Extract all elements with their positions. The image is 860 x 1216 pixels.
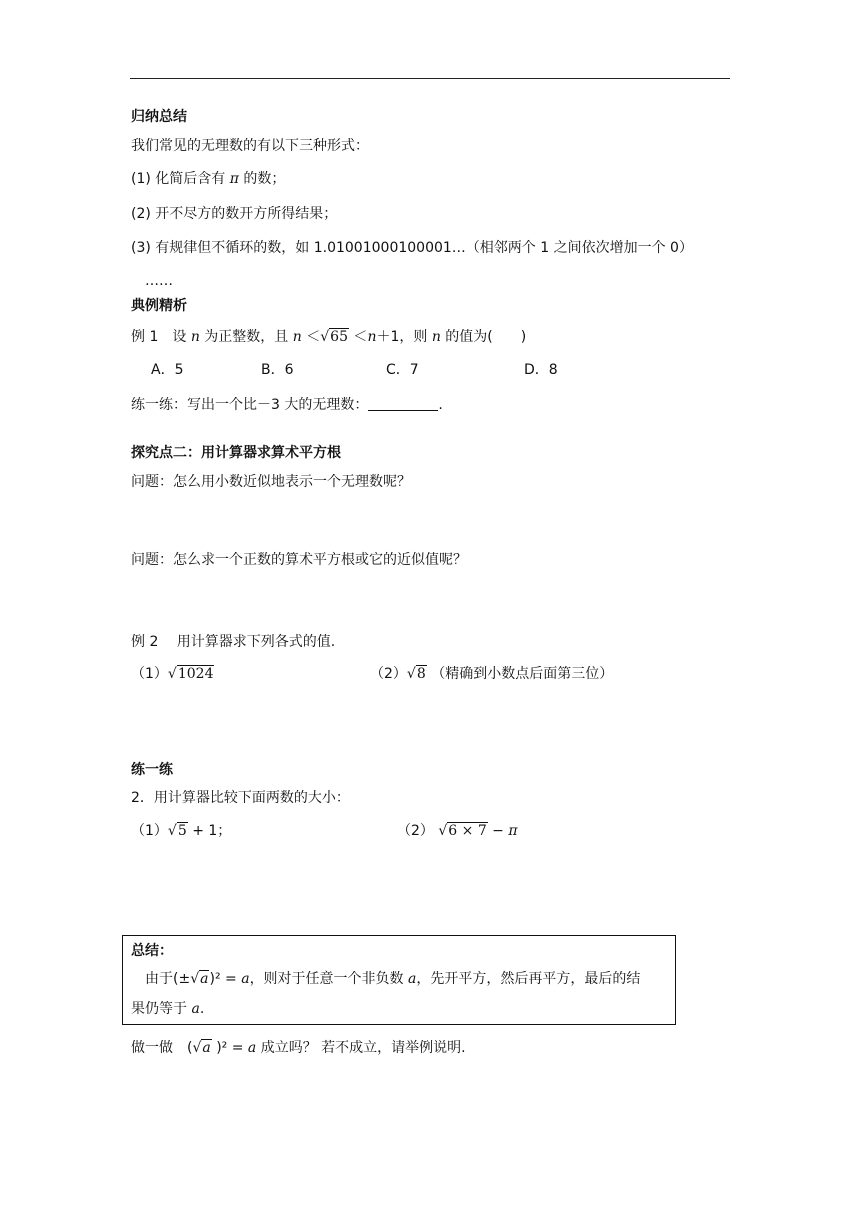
pi-symbol: π [508, 823, 518, 839]
radical-sign-icon: √ [167, 823, 177, 839]
ex1-text-b: 为正整数，且 [199, 329, 293, 345]
item-1-text-b: 的数； [238, 171, 286, 187]
radicand: a [200, 971, 209, 987]
radical-sign-icon: √ [167, 666, 177, 682]
radical-sign-icon: √ [190, 971, 200, 987]
summary-period: . [199, 1001, 205, 1017]
heading-explore-2: 探究点二：用计算器求算术平方根 [131, 445, 341, 461]
var-n: n [367, 329, 377, 345]
summary-box [122, 935, 676, 1025]
var-a: a [408, 971, 417, 987]
heading-examples: 典例精析 [131, 298, 187, 314]
var-n: n [431, 329, 441, 345]
part-label: （1） [131, 666, 168, 682]
header-rule [130, 78, 730, 79]
heading-practice: 练一练 [131, 762, 173, 778]
option-a: A．5 [151, 362, 184, 378]
minus-sign: − [487, 823, 509, 839]
var-n: n [190, 329, 200, 345]
option-c: C．7 [386, 362, 419, 378]
sqrt-a [190, 969, 209, 989]
practice-part-2 [397, 821, 518, 841]
sqrt-1024 [168, 664, 215, 684]
radical-sign-icon: √ [438, 823, 448, 839]
var-a: a [241, 971, 250, 987]
var-a: a [247, 1040, 257, 1056]
tryit-text-b: )² = [211, 1040, 248, 1056]
summary-line-1 [145, 969, 640, 989]
sqrt-65 [320, 327, 349, 347]
summary-title: 总结： [131, 943, 173, 959]
summary-text-e: 果仍等于 [131, 1001, 192, 1017]
radicand: 6 × 7 [448, 823, 487, 839]
example-1 [131, 327, 526, 347]
precision-note: （精确到小数点后面第三位） [426, 666, 614, 682]
option-b: B．6 [261, 362, 294, 378]
example-2: 例 2 用计算器求下列各式的值. [131, 634, 336, 650]
question-1: 问题：怎么用小数近似地表示一个无理数呢？ [131, 474, 411, 490]
tryit-text-a: 做一做 ( [131, 1040, 193, 1056]
radicand: 1024 [177, 666, 214, 682]
var-n: n [292, 329, 302, 345]
part-label: （2） [397, 823, 439, 839]
var-a: a [191, 1001, 200, 1017]
practice-1 [131, 395, 443, 415]
answer-blank [368, 396, 438, 411]
radical-sign-icon: √ [320, 329, 330, 345]
summary-text-c: ，则对于任意一个非负数 [249, 971, 409, 987]
part-tail: + 1； [187, 823, 232, 839]
less-than: ＜ [301, 329, 321, 345]
practice-text: 练一练：写出一个比－3 大的无理数： [131, 397, 369, 413]
sqrt-a [192, 1038, 211, 1058]
ex1-text-c: ＋1，则 [376, 329, 432, 345]
radicand: 5 [177, 823, 187, 839]
radicand: 65 [330, 329, 348, 345]
ex2-part-2 [370, 664, 613, 684]
item-3: (3) 有规律但不循环的数，如 1.01001000100001…（相邻两个 1 之间依次增加一个 0） [131, 240, 693, 256]
try-it [131, 1038, 466, 1058]
summary-text-d: ，先开平方，然后再平方，最后的结 [416, 971, 641, 987]
sqrt-8 [407, 664, 427, 684]
part-label: （1） [131, 823, 168, 839]
ex1-text-a: 例 1 设 [131, 329, 191, 345]
intro-text: 我们常见的无理数的有以下三种形式： [131, 138, 369, 154]
radical-sign-icon: √ [192, 1040, 202, 1056]
ex2-part-1 [131, 664, 214, 684]
summary-line-2 [131, 999, 204, 1019]
summary-text-a: 由于(± [145, 971, 191, 987]
radicand: 8 [416, 666, 426, 682]
part-label: （2） [370, 666, 407, 682]
ex1-text-d: 的值为( ) [440, 329, 527, 345]
option-d: D．8 [524, 362, 558, 378]
pi-symbol: π [229, 171, 239, 187]
less-than: ＜ [348, 329, 368, 345]
sqrt-6x7 [438, 821, 487, 841]
practice-part-1 [131, 821, 231, 841]
practice-question: 2．用计算器比较下面两数的大小： [131, 790, 350, 806]
sqrt-5 [168, 821, 188, 841]
practice-period: . [438, 397, 443, 413]
item-1-text-a: (1) 化简后含有 [131, 171, 230, 187]
tryit-text-c: 成立吗？ 若不成立，请举例说明. [256, 1040, 466, 1056]
heading-summary: 归纳总结 [131, 109, 187, 125]
radical-sign-icon: √ [406, 666, 416, 682]
item-1 [131, 169, 285, 189]
ellipsis: …… [145, 273, 173, 289]
summary-text-b: )² = [209, 971, 242, 987]
radicand: a [202, 1040, 211, 1056]
question-2: 问题：怎么求一个正数的算术平方根或它的近似值呢？ [131, 552, 467, 568]
item-2: (2) 开不尽方的数开方所得结果； [131, 206, 338, 222]
